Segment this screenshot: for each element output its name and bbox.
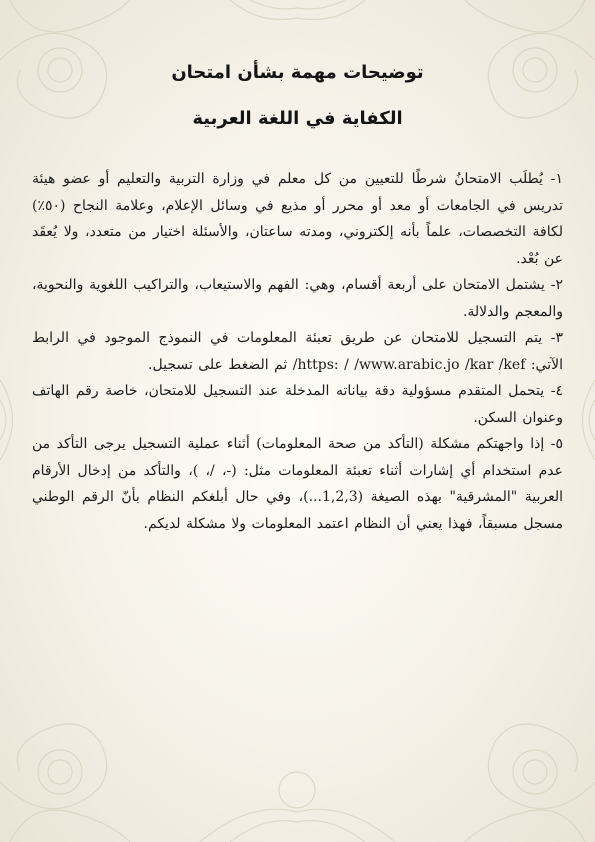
document-content: [32, 50, 563, 537]
instruction-item-1: ١- يُطلَب الامتحانُ شرطًا للتعيين من كل معلم في وزارة التربية والتعليم أو عضو هيئة تدريس في الجامعات أو معد أو محرر أو مذيع في وسائل الإعلام، وعلامة النجاح (٥٠٪) لكافة التخصصات، علماً بأنه إلكتروني، ومدته ساعتان، والأسئلة اختيار من متعدد، ولا يُعقَد عن بُعْد.: [32, 171, 563, 267]
instruction-item-5: ٥- إذا واجهتكم مشكلة (التأكد من صحة المعلومات) أثناء عملية التسجيل يرجى التأكد من عدم استخدام أي إشارات أثناء تعبئة المعلومات مثل: (-، /، )، والتأكد من إدخال الأرقام العربية "المشرقية" بهذه الصيغة (1,2,3...)، وفي حال أبلغكم النظام بأنّ الرقم الوطني مسجل مسبقاً، فهذا يعني أن النظام اعتمد المعلومات ولا مشكلة لديكم.: [32, 436, 563, 532]
instruction-list: [32, 166, 563, 537]
document-title-line-1: توضيحات مهمة بشأن امتحان: [171, 62, 424, 83]
instruction-item-2: ٢- يشتمل الامتحان على أربعة أقسام، وهي: الفهم والاستيعاب، والتراكيب اللغوية والنحوية، والمعجم والدلالة.: [32, 277, 563, 320]
document-title-line-2: الكفاية في اللغة العربية: [192, 108, 403, 129]
instruction-item-3: ٣- يتم التسجيل للامتحان عن طريق تعبئة المعلومات في النموذج الموجود في الرابط الآتي: https: / /www.arabic.jo /kar /kef/ ثم الضغط على تسجيل.: [32, 330, 563, 373]
instruction-item-4: ٤- يتحمل المتقدم مسؤولية دقة بياناته المدخلة عند التسجيل للامتحان، خاصة رقم الهاتف وعنوان السكن.: [32, 383, 563, 426]
